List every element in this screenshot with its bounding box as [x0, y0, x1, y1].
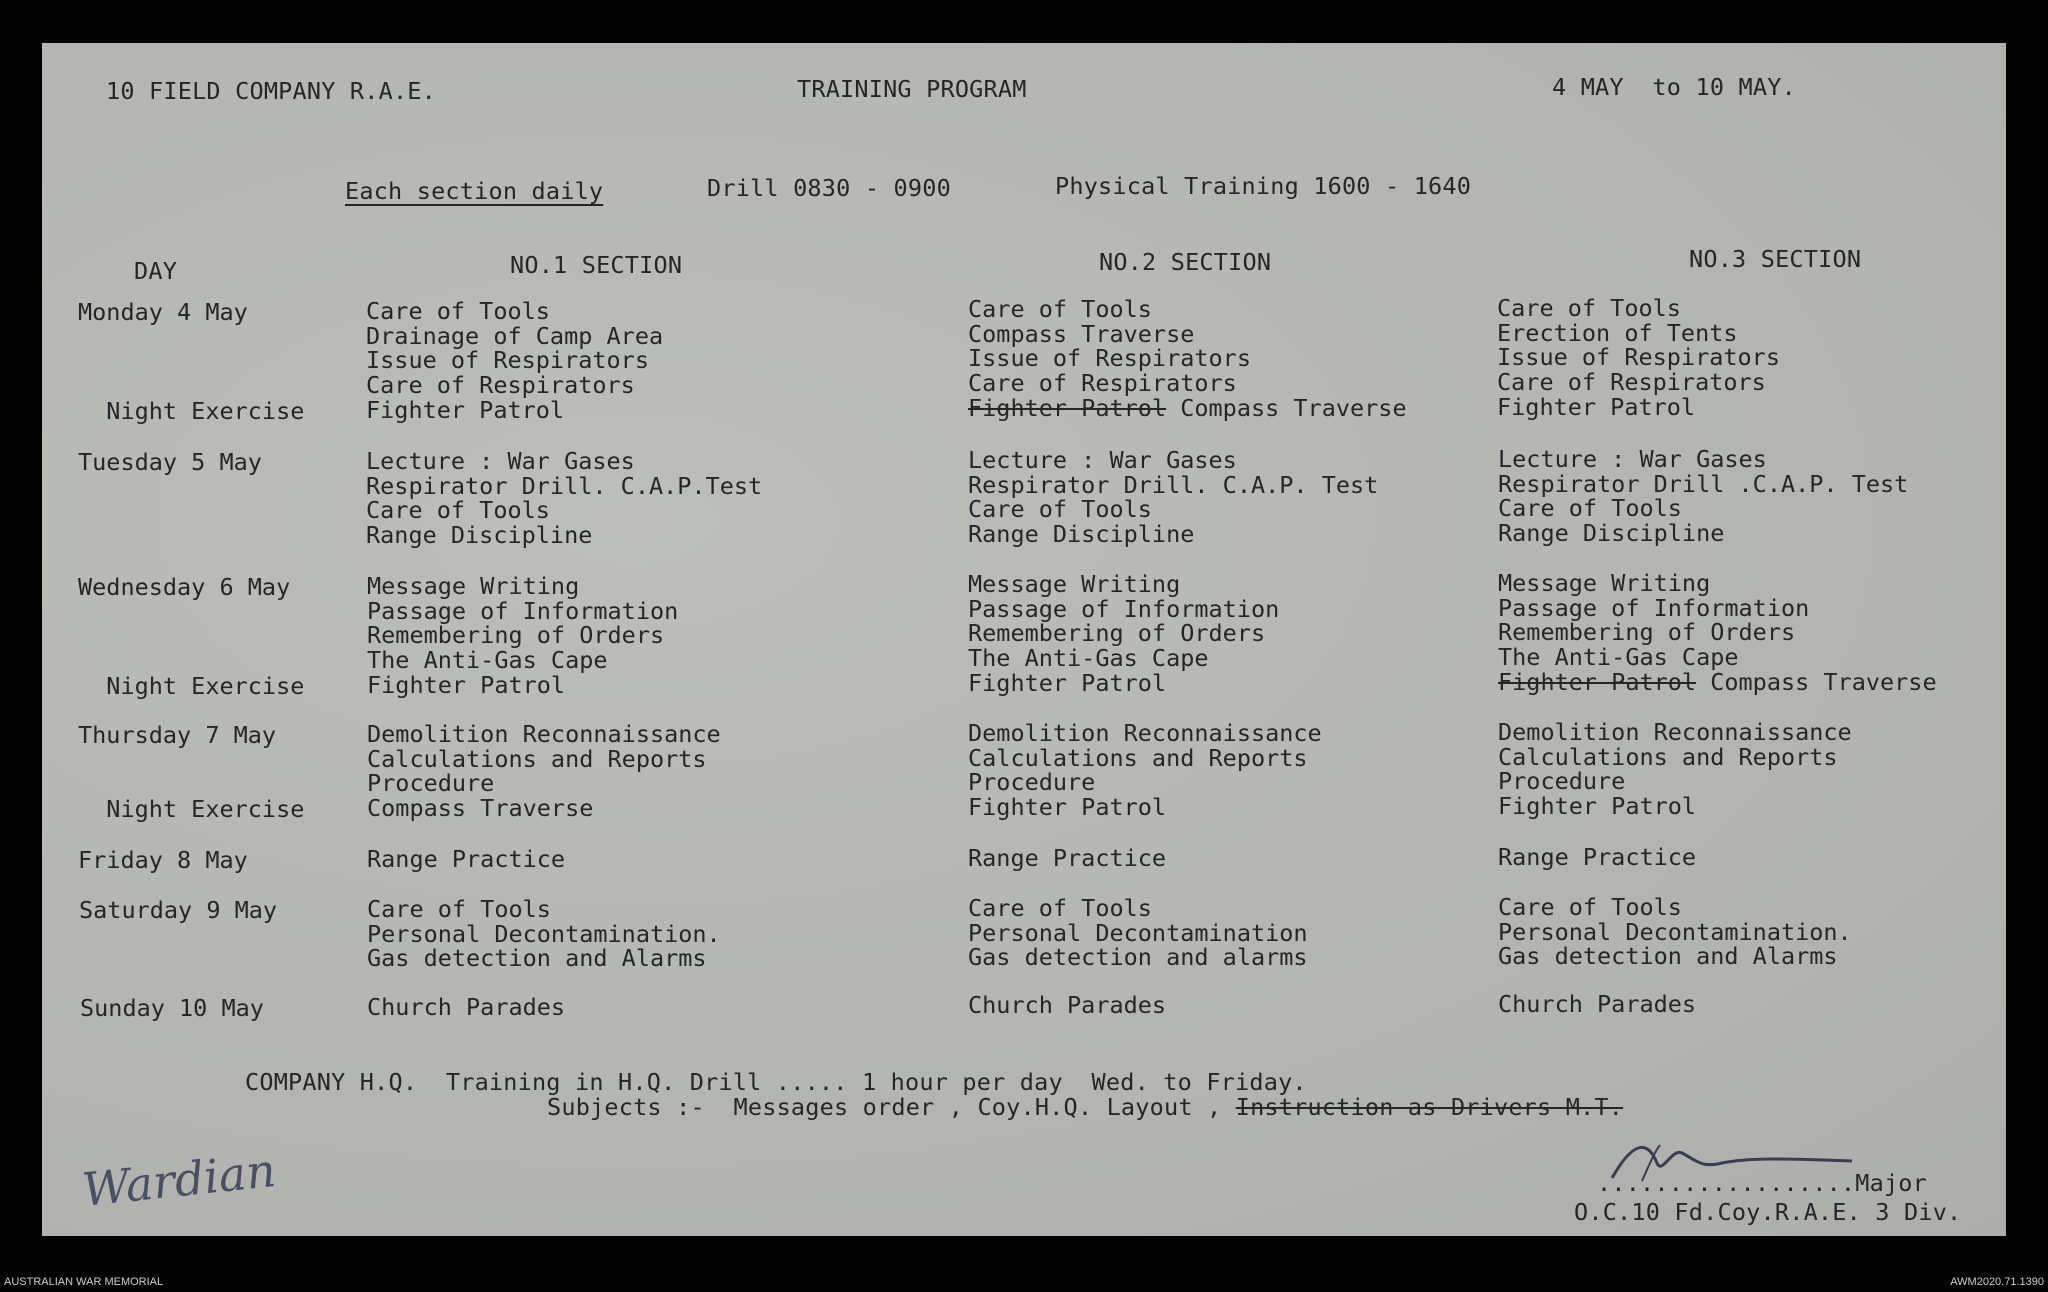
daily-label: Each section daily [345, 177, 604, 205]
company-hq-line: COMPANY H.Q. Training in H.Q. Drill ..... 1 hour per day Wed. to Friday. [245, 1068, 1307, 1096]
row-wednesday-section-3: Message Writing Passage of Information Remembering of Orders The Anti-Gas Cape Fighter Patrol Compass Traverse [1498, 569, 1937, 696]
company-hq-subjects: Subjects :- Messages order , Coy.H.Q. Layout , Instruction as Drivers M.T. [547, 1093, 1624, 1121]
row-monday-section-1: Care of Tools Drainage of Camp Area Issue of Respirators Care of Respirators Fighter Patrol [366, 297, 664, 424]
footer-archive-name: AUSTRALIAN WAR MEMORIAL [4, 1276, 164, 1288]
row-thursday-section-3: Demolition Reconnaissance Calculations and Reports Procedure Fighter Patrol [1498, 718, 1852, 821]
row-monday-day: Monday 4 May Night Exercise [78, 298, 305, 425]
struck-subject: Instruction as Drivers M.T. [1235, 1093, 1624, 1121]
row-wednesday-day: Wednesday 6 May Night Exercise [78, 573, 305, 700]
row-sunday-day: Sunday 10 May [80, 994, 264, 1022]
daily-physical-training: Physical Training 1600 - 1640 [1055, 172, 1472, 200]
row-sunday-section-2: Church Parades [968, 991, 1167, 1019]
unit-name: 10 FIELD COMPANY R.A.E. [106, 77, 437, 105]
row-thursday-day: Thursday 7 May Night Exercise [78, 721, 305, 824]
column-header-section-2: NO.2 SECTION [1099, 248, 1272, 276]
row-thursday-section-1: Demolition Reconnaissance Calculations and Reports Procedure Compass Traverse [367, 720, 721, 823]
signature-dots-major: ..................Major [1597, 1169, 1928, 1197]
daily-drill: Drill 0830 - 0900 [707, 174, 951, 202]
row-sunday-section-3: Church Parades [1498, 990, 1697, 1018]
row-monday-section-2: Care of Tools Compass Traverse Issue of Respirators Care of Respirators Fighter Patrol Compass Traverse [968, 295, 1407, 422]
row-tuesday-section-1: Lecture : War Gases Respirator Drill. C.A.P.Test Care of Tools Range Discipline [366, 447, 763, 550]
column-header-section-3: NO.3 SECTION [1689, 245, 1862, 273]
row-wednesday-section-1: Message Writing Passage of Information Remembering of Orders The Anti-Gas Cape Fighter Patrol [367, 572, 679, 699]
row-tuesday-section-2: Lecture : War Gases Respirator Drill. C.A.P. Test Care of Tools Range Discipline [968, 446, 1379, 549]
document-title: TRAINING PROGRAM [797, 75, 1027, 103]
document-page [42, 43, 2006, 1236]
struck-entry: Fighter Patrol [968, 393, 1167, 422]
row-saturday-section-2: Care of Tools Personal Decontamination Gas detection and alarms [968, 894, 1308, 972]
row-monday-section-3: Care of Tools Erection of Tents Issue of Respirators Care of Respirators Fighter Patrol [1497, 294, 1780, 421]
handwritten-annotation: Wardian [79, 1143, 279, 1217]
column-header-section-1: NO.1 SECTION [510, 251, 683, 279]
row-tuesday-day: Tuesday 5 May [78, 448, 262, 476]
row-thursday-section-2: Demolition Reconnaissance Calculations and Reports Procedure Fighter Patrol [968, 719, 1322, 822]
struck-entry: Fighter Patrol [1498, 667, 1697, 696]
row-wednesday-section-2: Message Writing Passage of Information Remembering of Orders The Anti-Gas Cape Fighter Patrol [968, 570, 1280, 697]
row-tuesday-section-3: Lecture : War Gases Respirator Drill .C.A.P. Test Care of Tools Range Discipline [1498, 445, 1909, 548]
row-saturday-section-3: Care of Tools Personal Decontamination. Gas detection and Alarms [1498, 893, 1852, 971]
row-friday-section-1: Range Practice [367, 845, 566, 873]
row-saturday-section-1: Care of Tools Personal Decontamination. Gas detection and Alarms [367, 895, 721, 973]
row-friday-section-3: Range Practice [1498, 843, 1697, 871]
signature-title: O.C.10 Fd.Coy.R.A.E. 3 Div. [1574, 1198, 1962, 1226]
row-friday-day: Friday 8 May [78, 846, 248, 874]
column-header-day: DAY [134, 257, 178, 285]
row-sunday-section-1: Church Parades [367, 993, 566, 1021]
footer-archive-id: AWM2020.71.1390 [1950, 1276, 2044, 1288]
row-saturday-day: Saturday 9 May [79, 896, 278, 924]
date-range: 4 MAY to 10 MAY. [1552, 73, 1796, 101]
row-friday-section-2: Range Practice [968, 844, 1167, 872]
